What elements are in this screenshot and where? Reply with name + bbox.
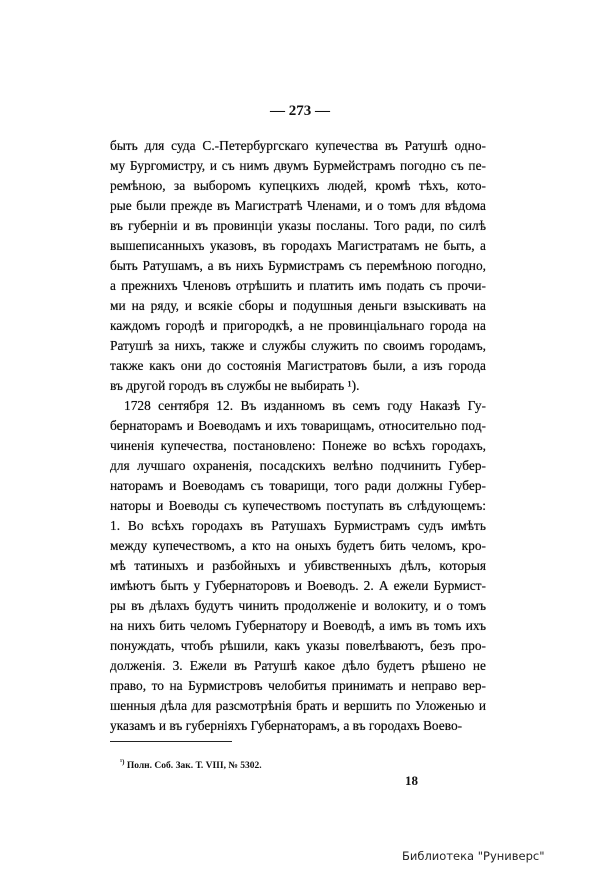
text-line: указамъ и въ губерніяхъ Губернаторамъ, а въ городахъ Воево- bbox=[110, 718, 463, 733]
text-line: долженія. 3. Ежели въ Ратушѣ какое дѣло будетъ рѣшено не bbox=[110, 658, 486, 673]
text-line: ры въ дѣлахъ будутъ чинить продолженіе и волокиту, и о томъ bbox=[110, 598, 486, 613]
text-line: Ратушѣ за нихъ, также и службы служить по своимъ городамъ, bbox=[110, 338, 486, 353]
text-line: 1. Во всѣхъ городахъ въ Ратушахъ Бурмистрамъ судъ имѣть bbox=[110, 518, 486, 533]
text-line: а прежнихъ Членовъ отрѣшить и платить имъ подать съ прочи- bbox=[110, 278, 486, 293]
paragraph bbox=[110, 396, 486, 736]
text-line: также какъ они до состоянія Магистратовъ были, а изъ города bbox=[110, 358, 486, 373]
text-line: каждомъ городѣ и пригородкѣ, а не провинціальнаго города на bbox=[110, 318, 486, 333]
text-line: быть Ратушамъ, а въ нихъ Бурмистрамъ съ перемѣною погодно, bbox=[110, 258, 486, 273]
text-line: ми на ряду, и всякіе сборы и подушныя деньги взыскивать на bbox=[110, 298, 486, 313]
text-line: въ губерніи и въ провинціи указы посланы. Того ради, по силѣ bbox=[110, 218, 486, 233]
text-line: наторамъ и Воеводамъ съ товарищи, того ради должны Губер- bbox=[110, 478, 486, 493]
footnote bbox=[120, 758, 262, 771]
body-text bbox=[110, 136, 486, 736]
text-line: на нихъ бить челомъ Губернатору и Воеводѣ, а имъ въ томъ ихъ bbox=[110, 618, 486, 633]
text-line: между купечествомъ, а кто на оныхъ будетъ бить челомъ, кро- bbox=[110, 538, 486, 553]
text-line: шенныя дѣла для разсмотрѣнія брать и вершить по Уложенью и bbox=[110, 698, 486, 713]
signature-mark: 18 bbox=[405, 773, 418, 788]
text-line: наторы и Воеводы съ купечествомъ поступать въ слѣдующемъ: bbox=[110, 498, 486, 513]
library-watermark: Библиотека "Руниверс" bbox=[402, 849, 545, 863]
footnote-marker: ¹) bbox=[120, 758, 125, 766]
paragraph bbox=[110, 136, 486, 396]
text-line: въ другой городъ въ службы не выбирать ¹). bbox=[110, 378, 360, 393]
text-line: мѣ татиныхъ и разбойныхъ и убивственныхъ дѣлъ, которыя bbox=[110, 558, 486, 573]
text-line: ремѣною, за выборомъ купецкихъ людей, кромѣ тѣхъ, кото- bbox=[110, 178, 486, 193]
text-line: для лучшаго охраненія, посадскихъ велѣно подчинить Губер- bbox=[110, 458, 486, 473]
footnote-text: Полн. Соб. Зак. Т. VIII, № 5302. bbox=[126, 761, 262, 772]
text-line: вышеписанныхъ указовъ, въ городахъ Магистратамъ не быть, а bbox=[110, 238, 486, 253]
text-line: рые были прежде въ Магистратѣ Членами, и о томъ для вѣдома bbox=[110, 198, 486, 213]
text-line: 1728 сентября 12. Въ изданномъ въ семъ году Наказѣ Гу- bbox=[124, 398, 486, 413]
text-line: право, то на Бурмистровъ челобитья принимать и неправо вер- bbox=[110, 678, 486, 693]
text-line: му Бургомистру, и съ нимъ двумъ Бурмейстрамъ погодно съ пе- bbox=[110, 158, 486, 173]
text-line: бернаторамъ и Воеводамъ и ихъ товарищамъ, относительно под- bbox=[110, 418, 486, 433]
text-line: имѣютъ быть у Губернаторовъ и Воеводъ. 2. А ежели Бурмист- bbox=[110, 578, 486, 593]
text-line: понуждать, чтобъ рѣшили, какъ указы повелѣваютъ, безъ про- bbox=[110, 638, 486, 653]
text-line: быть для суда С.-Петербургскаго купечества въ Ратушѣ одно- bbox=[110, 138, 486, 153]
page-number: — 273 — bbox=[270, 103, 330, 119]
footnote-divider bbox=[110, 741, 232, 742]
text-line: чиненія купечества, постановлено: Понеже во всѣхъ городахъ, bbox=[110, 438, 486, 453]
